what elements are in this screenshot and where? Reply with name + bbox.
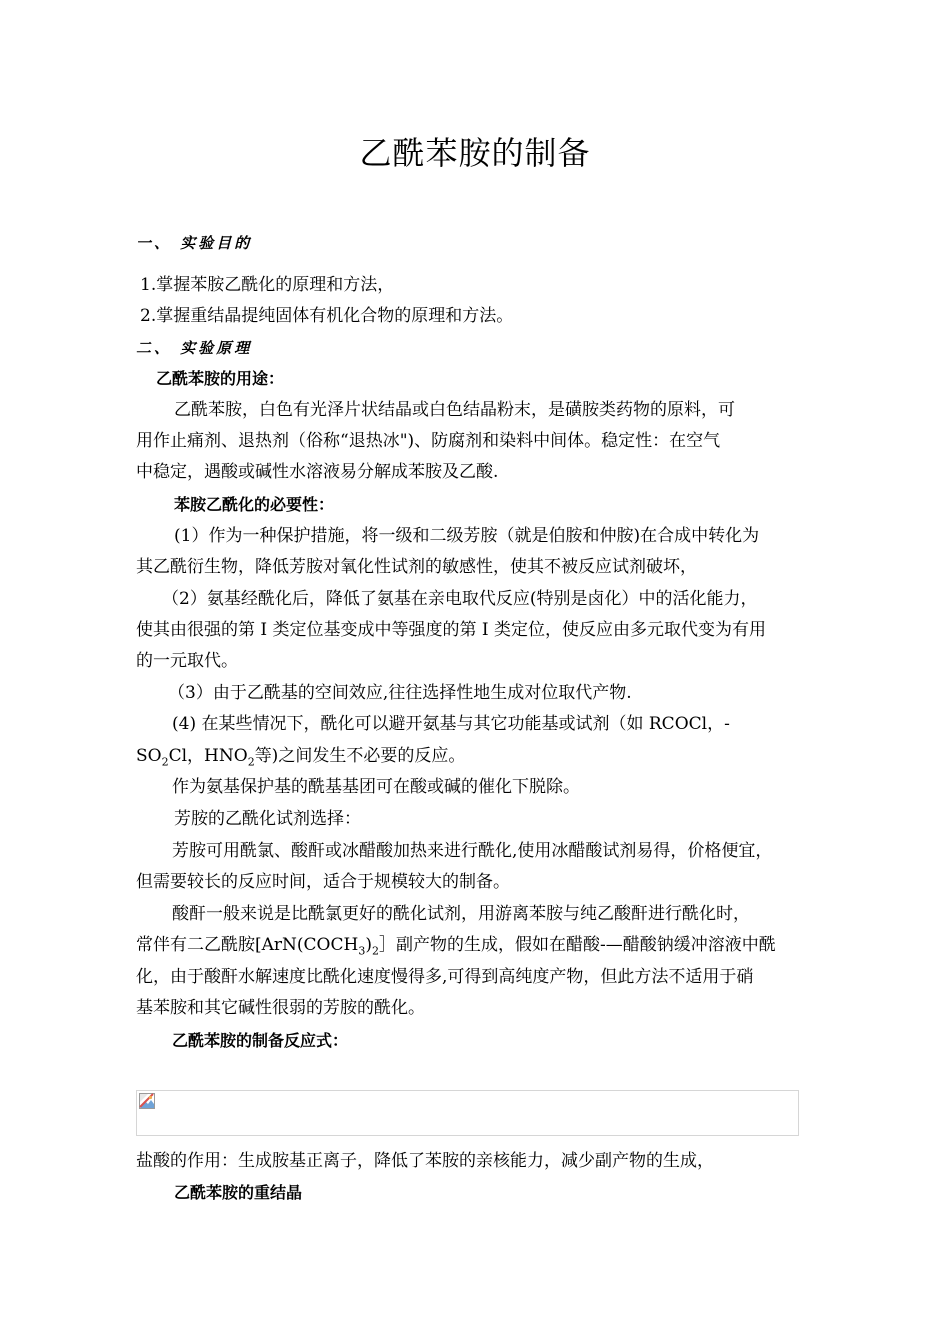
formula-text: SO (136, 746, 162, 766)
formula-text: ］副产物的生成，假如在醋酸-—醋酸钠缓冲溶液中酰 (378, 935, 776, 955)
formula-text: 等)之间发生不必要的反应。 (254, 746, 466, 766)
uses-line-2: 用作止痛剂、退热剂（俗称“退热冰")、防腐剂和染料中间体。稳定性：在空气 (136, 431, 721, 451)
hcl-note: 盐酸的作用：生成胺基正离子，降低了苯胺的亲核能力，减少副产物的生成， (136, 1151, 714, 1171)
subscript: 2 (247, 755, 255, 769)
necessity-p1-line-1: (1）作为一种保护措施，将一级和二级芳胺（就是伯胺和仲胺)在合成中转化为 (174, 526, 760, 546)
uses-line-1: 乙酰苯胺，白色有光泽片状结晶或白色结晶粉末，是磺胺类药物的原料，可 (174, 400, 735, 420)
uses-line-3: 中稳定，遇酸或碱性水溶液易分解成苯胺及乙酸. (136, 462, 499, 482)
reagents-p1-line-2: 但需要较长的反应时间，适合于规模较大的制备。 (136, 872, 510, 892)
necessity-p5: 作为氨基保护基的酰基基团可在酸或碱的催化下脱除。 (172, 777, 580, 797)
subscript: 3 (358, 944, 366, 958)
reagents-p2-line-2 (136, 934, 776, 962)
necessity-p4-line-1: (4) 在某些情况下，酰化可以避开氨基与其它功能基或试剂（如 RCOCl，- (172, 714, 730, 734)
necessity-p2-line-1: （2）氨基经酰化后，降低了氨基在亲电取代反应(特别是卤化）中的活化能力， (162, 589, 758, 609)
purpose-item-1: 1.掌握苯胺乙酰化的原理和方法， (140, 275, 395, 295)
subheading-reaction: 乙酰苯胺的制备反应式： (172, 1031, 349, 1050)
formula-text: Cl，HNO (168, 746, 248, 766)
broken-image-icon (139, 1093, 155, 1109)
subheading-recrystallization: 乙酰苯胺的重结晶 (174, 1183, 303, 1202)
necessity-p3: （3）由于乙酰基的空间效应,往往选择性地生成对位取代产物. (168, 683, 632, 703)
page-title: 乙酰苯胺的制备 (359, 134, 591, 172)
necessity-p1-line-2: 其乙酰衍生物，降低芳胺对氧化性试剂的敏感性，使其不被反应试剂破坏， (136, 557, 697, 577)
section-heading-purpose: 一、 实验目的 (136, 234, 253, 252)
subheading-uses: 乙酰苯胺的用途： (156, 369, 285, 388)
subheading-reagents: 芳胺的乙酰化试剂选择： (174, 809, 361, 829)
section-heading-principle: 二、 实验原理 (136, 339, 253, 357)
necessity-p2-line-2: 使其由很强的第 I 类定位基变成中等强度的第 I 类定位，使反应由多元取代变为有用 (136, 620, 767, 640)
subscript: 2 (161, 755, 169, 769)
necessity-p2-line-3: 的一元取代。 (136, 651, 238, 671)
necessity-p4-line-2 (136, 745, 465, 773)
reagents-p1-line-1: 芳胺可用酰氯、酸酐或冰醋酸加热来进行酰化,使用冰醋酸试剂易得，价格便宜， (172, 841, 773, 861)
subheading-necessity: 苯胺乙酰化的必要性： (174, 495, 335, 514)
purpose-item-2: 2.掌握重结晶提纯固体有机化合物的原理和方法。 (140, 306, 514, 326)
reaction-equation-image (136, 1090, 799, 1136)
subscript: 2 (371, 944, 379, 958)
reagents-p2-line-4: 基苯胺和其它碱性很弱的芳胺的酰化。 (136, 998, 425, 1018)
reagents-p2-line-3: 化，由于酸酐水解速度比酰化速度慢得多,可得到高纯度产物，但此方法不适用于硝 (136, 967, 754, 987)
formula-text: ) (365, 935, 372, 955)
formula-text: 常伴有二乙酰胺[ArN(COCH (136, 935, 359, 955)
reagents-p2-line-1: 酸酐一般来说是比酰氯更好的酰化试剂，用游离苯胺与纯乙酸酐进行酰化时， (172, 904, 750, 924)
